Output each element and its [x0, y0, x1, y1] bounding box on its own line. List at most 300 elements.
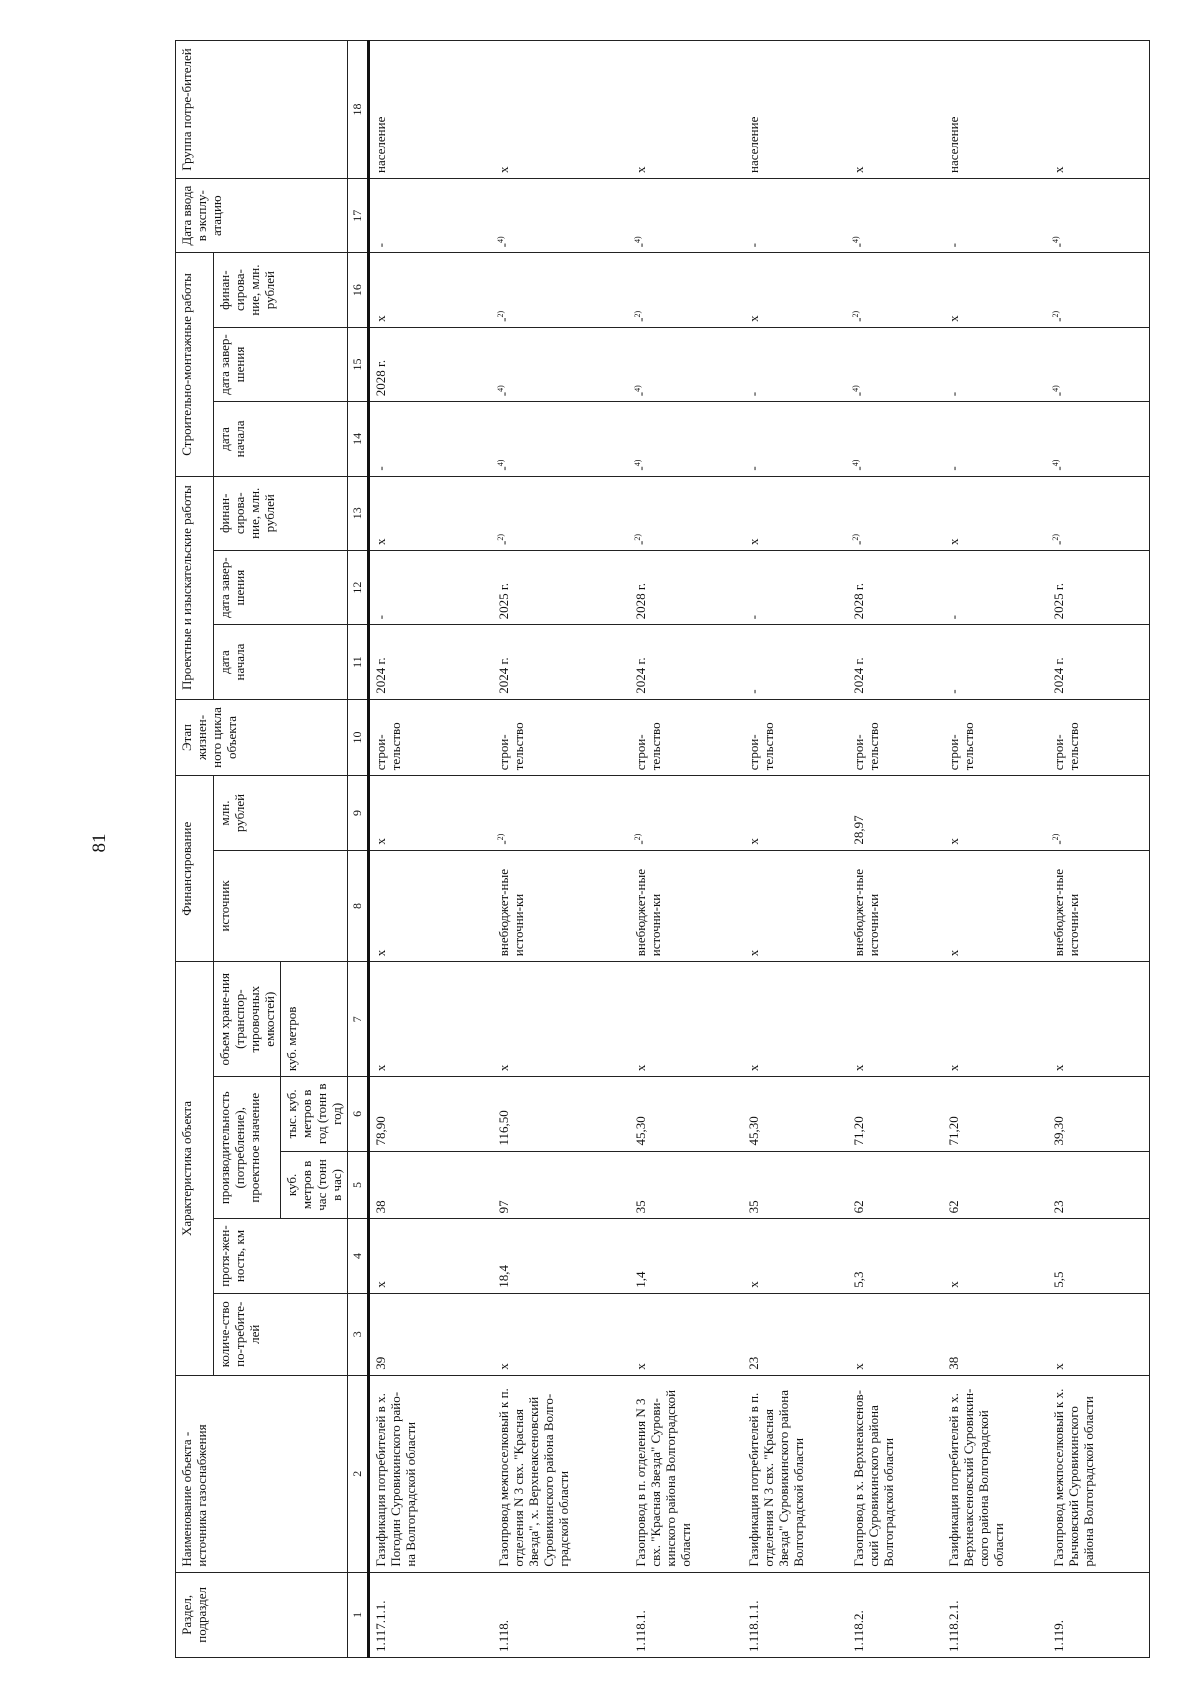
- row-construction-start: [743, 402, 848, 476]
- header-financing: Финансирование: [176, 776, 214, 962]
- row-lifecycle: [943, 699, 1048, 776]
- page-number: 81: [89, 833, 110, 853]
- footnote-marker: 4): [495, 459, 505, 467]
- cell-value: -: [946, 391, 962, 397]
- row-fin-source: [1048, 850, 1149, 962]
- footnote-marker: 4): [851, 385, 861, 392]
- column-number: 16: [348, 253, 369, 327]
- cell-value: x: [946, 949, 962, 957]
- cell-value: строи-тельство: [851, 722, 882, 771]
- row-construction-financing: [493, 253, 630, 327]
- cell-value: -: [946, 689, 962, 694]
- cell-value: -: [632, 540, 648, 545]
- cell-value: x: [373, 1064, 388, 1072]
- cell-value: -: [851, 391, 867, 397]
- column-number: 14: [348, 402, 369, 476]
- row-construction-financing: [630, 253, 744, 327]
- column-number: 6: [348, 1077, 369, 1151]
- footnote-marker: 2): [851, 533, 861, 541]
- row-code: [369, 1572, 493, 1657]
- row-commission-date: [493, 179, 630, 253]
- row-object-name: [630, 1375, 744, 1572]
- cell-value: x: [495, 166, 511, 174]
- column-number: 9: [348, 776, 369, 850]
- footnote-marker: 4): [632, 459, 642, 467]
- cell-value: 2025 г.: [1051, 582, 1067, 620]
- row-consumer-count: [493, 1293, 630, 1375]
- cell-value: 2025 г.: [495, 582, 511, 620]
- footnote-marker: 4): [632, 385, 642, 392]
- footnote-marker: 4): [495, 385, 505, 392]
- table-row: [369, 41, 493, 1658]
- row-consumer-count: [743, 1293, 848, 1375]
- cell-value: x: [632, 1363, 648, 1370]
- column-number: 17: [348, 179, 369, 253]
- cell-value: -: [373, 466, 388, 471]
- cell-value: -: [495, 317, 511, 322]
- row-consumer-count: [848, 1293, 943, 1375]
- cell-value: -: [495, 540, 511, 545]
- column-number: 13: [348, 476, 369, 550]
- footnote-marker: 2): [495, 310, 505, 318]
- header-characteristics: Характеристика объекта: [176, 962, 214, 1376]
- footnote-marker: 4): [1051, 385, 1061, 392]
- row-object-name: [493, 1375, 630, 1572]
- row-length: [1048, 1219, 1149, 1293]
- cell-value: 62: [851, 1200, 867, 1214]
- row-capacity-yearly: [630, 1077, 744, 1151]
- column-numbers-row: [348, 41, 369, 1658]
- row-construction-end: [848, 327, 943, 401]
- footnote-marker: 4): [495, 236, 505, 244]
- cell-value: строи-тельство: [746, 722, 777, 771]
- row-construction-end: [943, 327, 1048, 401]
- row-object-name: [848, 1375, 943, 1572]
- cell-value: 28,97: [851, 815, 867, 845]
- cell-value: 5,3: [851, 1271, 867, 1288]
- cell-value: x: [746, 315, 762, 322]
- footnote-marker: 4): [851, 459, 861, 467]
- row-consumer-group: [1048, 41, 1149, 179]
- row-fin-source: [943, 850, 1048, 962]
- row-consumer-count: [630, 1293, 744, 1375]
- footnote-marker: 4): [851, 236, 861, 244]
- column-number: 2: [348, 1375, 369, 1572]
- row-fin-source: [848, 850, 943, 962]
- column-number: 15: [348, 327, 369, 401]
- row-design-financing: [630, 476, 744, 550]
- header-capacity: производительность (потребление), проектное значение: [214, 1077, 281, 1219]
- cell-value: 18,4: [495, 1264, 511, 1288]
- table-header: [176, 41, 369, 1658]
- row-design-end: [743, 550, 848, 624]
- cell-value: -: [1051, 243, 1067, 248]
- row-design-start: [493, 625, 630, 699]
- row-consumer-group: [493, 41, 630, 179]
- cell-value: 1.118.1.1.: [746, 1600, 762, 1652]
- cell-value: строи-тельство: [495, 722, 526, 771]
- cell-value: Газификация потребителей в х. Погодин Суровикинского райо-на Волгоградской области: [373, 1391, 418, 1567]
- row-design-end: [630, 550, 744, 624]
- cell-value: Газопровод межпоселковый к х. Рычковский Суровикинского района Волгоградской области: [1051, 1388, 1097, 1567]
- column-number: 3: [348, 1293, 369, 1375]
- cell-value: x: [946, 1064, 962, 1072]
- row-code: [630, 1572, 744, 1657]
- row-length: [743, 1219, 848, 1293]
- header-capacity-hourly: куб. метров в час (тонн в час): [281, 1151, 348, 1219]
- cell-value: 1.118.1.: [632, 1610, 648, 1652]
- row-construction-end: [1048, 327, 1149, 401]
- cell-value: внебюджет-ные источни-ки: [851, 869, 882, 957]
- column-number: 12: [348, 550, 369, 624]
- header-construction-financing: финан-сирова-ние, млн. рублей: [214, 253, 348, 327]
- row-consumer-count: [943, 1293, 1048, 1375]
- row-design-start: [630, 625, 744, 699]
- cell-value: 38: [946, 1356, 962, 1370]
- cell-value: -: [373, 243, 388, 248]
- row-capacity-hourly: [493, 1151, 630, 1219]
- row-fin-amount: [1048, 776, 1149, 850]
- row-code: [943, 1572, 1048, 1657]
- cell-value: -: [851, 317, 867, 322]
- cell-value: -: [632, 840, 648, 845]
- row-lifecycle: [848, 699, 943, 776]
- row-fin-amount: [630, 776, 744, 850]
- row-storage-volume: [630, 962, 744, 1077]
- header-consumer-group: Группа потре-бителей: [176, 41, 348, 179]
- gas-supply-objects-table: [175, 40, 1150, 1658]
- row-storage-volume: [493, 962, 630, 1077]
- row-design-end: [848, 550, 943, 624]
- footnote-marker: 2): [1051, 310, 1061, 318]
- row-object-name: [943, 1375, 1048, 1572]
- cell-value: x: [746, 1281, 762, 1288]
- row-construction-start: [369, 402, 493, 476]
- cell-value: -: [495, 243, 511, 248]
- cell-value: x: [373, 538, 388, 545]
- row-construction-end: [369, 327, 493, 401]
- cell-value: 5,5: [1051, 1271, 1067, 1288]
- cell-value: -: [746, 466, 762, 471]
- row-design-financing: [848, 476, 943, 550]
- cell-value: -: [495, 466, 511, 471]
- row-code: [493, 1572, 630, 1657]
- cell-value: 45,30: [746, 1116, 762, 1146]
- cell-value: 23: [746, 1356, 762, 1370]
- table-row: [848, 41, 943, 1658]
- cell-value: 2028 г.: [632, 582, 648, 620]
- row-capacity-yearly: [943, 1077, 1048, 1151]
- cell-value: -: [632, 466, 648, 471]
- row-design-financing: [943, 476, 1048, 550]
- table-body: [369, 41, 1150, 1658]
- cell-value: 62: [946, 1200, 962, 1214]
- cell-value: -: [746, 243, 762, 248]
- row-consumer-count: [1048, 1293, 1149, 1375]
- row-capacity-hourly: [943, 1151, 1048, 1219]
- row-capacity-yearly: [848, 1077, 943, 1151]
- cell-value: 1.118.: [495, 1619, 511, 1652]
- row-construction-start: [848, 402, 943, 476]
- row-length: [369, 1219, 493, 1293]
- table-row: [1048, 41, 1149, 1658]
- header-storage-volume: объем хране-ния (транспор-тировочных емкостей): [214, 962, 281, 1077]
- row-design-end: [943, 550, 1048, 624]
- cell-value: -: [851, 540, 867, 545]
- cell-value: x: [851, 1064, 867, 1072]
- cell-value: -: [851, 243, 867, 248]
- header-fin-amount: млн. рублей: [214, 776, 348, 850]
- cell-value: 2024 г.: [632, 657, 648, 694]
- footnote-marker: 2): [632, 533, 642, 541]
- header-construction-end: дата завер-шения: [214, 327, 348, 401]
- cell-value: x: [495, 1363, 511, 1370]
- footnote-marker: 4): [1051, 459, 1061, 467]
- column-number: 18: [348, 41, 369, 179]
- row-object-name: [743, 1375, 848, 1572]
- row-capacity-hourly: [1048, 1151, 1149, 1219]
- row-construction-end: [630, 327, 744, 401]
- cell-value: население: [746, 116, 762, 174]
- cell-value: 23: [1051, 1200, 1067, 1214]
- header-storage-unit: куб. метров: [281, 962, 348, 1077]
- cell-value: -: [746, 689, 762, 694]
- row-construction-start: [1048, 402, 1149, 476]
- cell-value: строи-тельство: [632, 722, 663, 771]
- cell-value: x: [1051, 1363, 1067, 1370]
- cell-value: 1.117.1.1.: [373, 1600, 388, 1652]
- row-consumer-count: [369, 1293, 493, 1375]
- footnote-marker: 2): [1051, 533, 1061, 541]
- row-code: [1048, 1572, 1149, 1657]
- cell-value: -: [851, 466, 867, 471]
- footnote-marker: 2): [495, 533, 505, 541]
- cell-value: -: [1051, 391, 1067, 397]
- cell-value: 39: [373, 1356, 388, 1370]
- row-design-financing: [743, 476, 848, 550]
- column-number: 1: [348, 1572, 369, 1657]
- footnote-marker: 2): [632, 833, 642, 841]
- cell-value: внебюджет-ные источни-ки: [632, 869, 663, 957]
- footnote-marker: 2): [495, 833, 505, 841]
- row-design-start: [1048, 625, 1149, 699]
- cell-value: 1.119.: [1051, 1619, 1067, 1652]
- table-container: [175, 40, 1150, 1658]
- column-number: 8: [348, 850, 369, 962]
- row-design-start: [848, 625, 943, 699]
- header-section: Раздел, подраздел: [176, 1572, 348, 1657]
- cell-value: 1.118.2.: [851, 1610, 867, 1652]
- row-construction-financing: [369, 253, 493, 327]
- row-object-name: [369, 1375, 493, 1572]
- header-object-name: Наименование объекта - источника газоснабжения: [176, 1375, 348, 1572]
- footnote-marker: 4): [632, 236, 642, 244]
- cell-value: -: [946, 615, 962, 620]
- row-length: [493, 1219, 630, 1293]
- row-construction-financing: [1048, 253, 1149, 327]
- cell-value: x: [746, 838, 762, 845]
- header-commission-date: Дата ввода в эксплу-атацию: [176, 179, 348, 253]
- row-fin-amount: [743, 776, 848, 850]
- cell-value: 45,30: [632, 1116, 648, 1146]
- row-consumer-group: [630, 41, 744, 179]
- row-length: [848, 1219, 943, 1293]
- row-commission-date: [1048, 179, 1149, 253]
- cell-value: -: [495, 391, 511, 397]
- cell-value: 1,4: [632, 1271, 648, 1288]
- row-construction-end: [493, 327, 630, 401]
- cell-value: x: [851, 1363, 867, 1370]
- cell-value: x: [373, 1281, 388, 1288]
- cell-value: население: [946, 116, 962, 174]
- row-construction-start: [493, 402, 630, 476]
- cell-value: 97: [495, 1200, 511, 1214]
- row-commission-date: [630, 179, 744, 253]
- cell-value: 116,50: [495, 1110, 511, 1146]
- row-object-name: [1048, 1375, 1149, 1572]
- header-capacity-yearly: тыс. куб. метров в год (тонн в год): [281, 1077, 348, 1151]
- cell-value: -: [1051, 840, 1067, 845]
- row-capacity-hourly: [848, 1151, 943, 1219]
- row-construction-financing: [743, 253, 848, 327]
- cell-value: 38: [373, 1200, 388, 1214]
- cell-value: -: [1051, 540, 1067, 545]
- cell-value: 78,90: [373, 1116, 388, 1146]
- table-row: [630, 41, 744, 1658]
- row-storage-volume: [369, 962, 493, 1077]
- table-row: [493, 41, 630, 1658]
- row-storage-volume: [943, 962, 1048, 1077]
- table-row: [943, 41, 1048, 1658]
- row-capacity-yearly: [743, 1077, 848, 1151]
- row-capacity-yearly: [1048, 1077, 1149, 1151]
- row-design-start: [369, 625, 493, 699]
- cell-value: строи-тельство: [1051, 722, 1082, 771]
- cell-value: x: [373, 838, 388, 845]
- row-code: [848, 1572, 943, 1657]
- cell-value: 71,20: [851, 1116, 867, 1146]
- header-construction-works: Строительно-монтажные работы: [176, 253, 214, 476]
- row-consumer-group: [848, 41, 943, 179]
- row-fin-amount: [369, 776, 493, 850]
- cell-value: x: [495, 1064, 511, 1072]
- row-commission-date: [743, 179, 848, 253]
- footnote-marker: 2): [1051, 833, 1061, 841]
- column-number: 11: [348, 625, 369, 699]
- row-capacity-hourly: [630, 1151, 744, 1219]
- cell-value: x: [746, 949, 762, 957]
- cell-value: Газификация потребителей в п. отделения N 3 свх. "Красная Звезда" Суровикинского района Волгоградской области: [746, 1390, 807, 1567]
- row-lifecycle: [369, 699, 493, 776]
- row-construction-start: [630, 402, 744, 476]
- row-consumer-group: [943, 41, 1048, 179]
- row-design-end: [369, 550, 493, 624]
- row-capacity-yearly: [493, 1077, 630, 1151]
- row-capacity-hourly: [369, 1151, 493, 1219]
- cell-value: строи-тельство: [946, 722, 977, 771]
- header-construction-start: дата начала: [214, 402, 348, 476]
- row-construction-end: [743, 327, 848, 401]
- cell-value: Газопровод в п. отделения N 3 свх. "Красная Звезда" Сурови-кинского района Волгоградской области: [632, 1389, 693, 1567]
- row-design-start: [743, 625, 848, 699]
- cell-value: внебюджет-ные источни-ки: [495, 869, 526, 957]
- row-length: [943, 1219, 1048, 1293]
- row-fin-source: [743, 850, 848, 962]
- row-length: [630, 1219, 744, 1293]
- row-lifecycle: [743, 699, 848, 776]
- row-design-end: [493, 550, 630, 624]
- cell-value: x: [946, 315, 962, 322]
- cell-value: -: [1051, 317, 1067, 322]
- cell-value: 2028 г.: [851, 582, 867, 620]
- header-design-end: дата завер-шения: [214, 550, 348, 624]
- column-number: 4: [348, 1219, 369, 1293]
- row-design-financing: [369, 476, 493, 550]
- header-design-start: дата начала: [214, 625, 348, 699]
- row-capacity-hourly: [743, 1151, 848, 1219]
- footnote-marker: 2): [851, 310, 861, 318]
- row-commission-date: [848, 179, 943, 253]
- rotated-table-frame: [175, 40, 1150, 1658]
- cell-value: x: [1051, 166, 1067, 174]
- cell-value: x: [1051, 1064, 1067, 1072]
- row-design-financing: [493, 476, 630, 550]
- row-construction-start: [943, 402, 1048, 476]
- cell-value: x: [946, 838, 962, 845]
- row-code: [743, 1572, 848, 1657]
- cell-value: 2028 г.: [373, 359, 388, 397]
- row-fin-source: [493, 850, 630, 962]
- row-fin-source: [630, 850, 744, 962]
- footnote-marker: 4): [1051, 236, 1061, 244]
- cell-value: 35: [632, 1200, 648, 1214]
- row-design-end: [1048, 550, 1149, 624]
- column-number: 5: [348, 1151, 369, 1219]
- cell-value: -: [946, 243, 962, 248]
- cell-value: -: [495, 840, 511, 845]
- row-fin-amount: [493, 776, 630, 850]
- cell-value: x: [632, 166, 648, 174]
- cell-value: 39,30: [1051, 1116, 1067, 1146]
- column-number: 10: [348, 699, 369, 776]
- cell-value: 2024 г.: [1051, 657, 1067, 694]
- cell-value: x: [746, 538, 762, 545]
- row-fin-source: [369, 850, 493, 962]
- header-design-financing: финан-сирова-ние, млн. рублей: [214, 476, 348, 550]
- row-fin-amount: [943, 776, 1048, 850]
- header-fin-source: источник: [214, 850, 348, 962]
- cell-value: строи-тельство: [373, 722, 403, 771]
- row-storage-volume: [848, 962, 943, 1077]
- cell-value: x: [746, 1064, 762, 1072]
- cell-value: x: [946, 1281, 962, 1288]
- cell-value: 2024 г.: [851, 657, 867, 694]
- row-design-start: [943, 625, 1048, 699]
- header-consumer-count: количе-ство по-требите-лей: [214, 1293, 348, 1375]
- footnote-marker: 2): [632, 310, 642, 318]
- row-lifecycle: [1048, 699, 1149, 776]
- cell-value: x: [373, 949, 388, 957]
- row-commission-date: [369, 179, 493, 253]
- cell-value: население: [373, 116, 388, 174]
- cell-value: 1.118.2.1.: [946, 1600, 962, 1652]
- row-consumer-group: [743, 41, 848, 179]
- row-construction-financing: [848, 253, 943, 327]
- row-storage-volume: [743, 962, 848, 1077]
- cell-value: x: [851, 166, 867, 174]
- row-commission-date: [943, 179, 1048, 253]
- cell-value: -: [632, 243, 648, 248]
